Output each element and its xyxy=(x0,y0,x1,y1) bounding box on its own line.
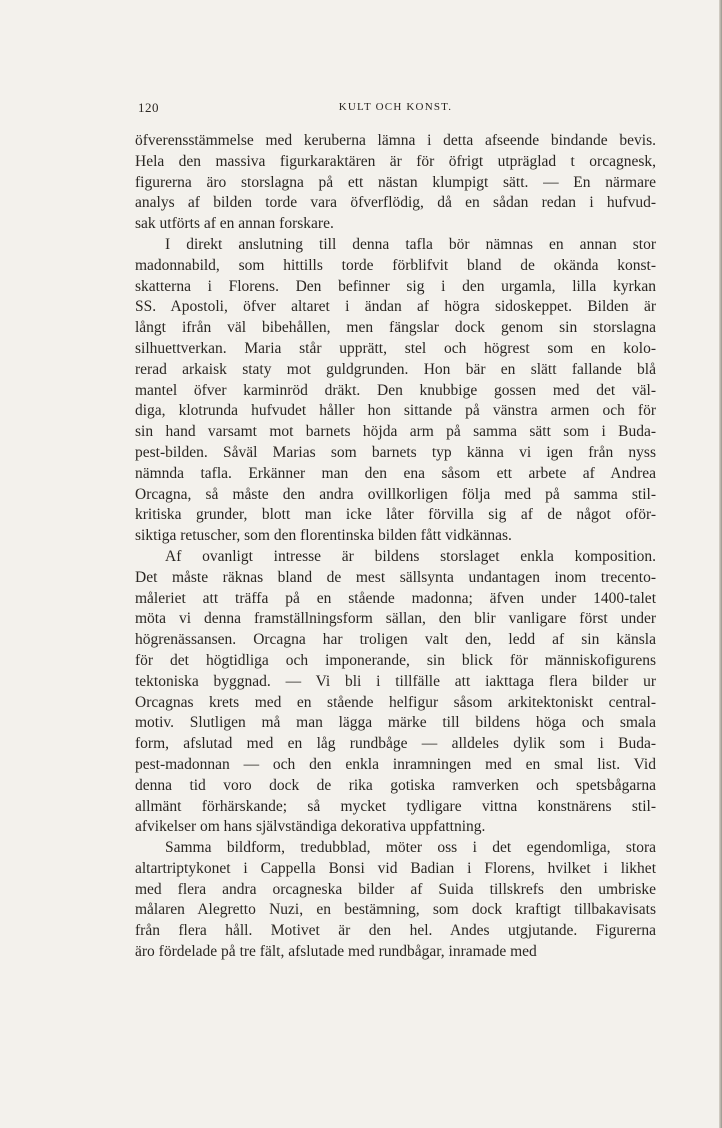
text-line: SS. Apostoli, öfver altaret i ändan af högra sidoskeppet. Bilden är xyxy=(135,298,656,316)
text-line: diga, klotrunda hufvudet håller hon sittande på vänstra armen och för xyxy=(135,402,656,420)
running-head: KULT OCH KONST. xyxy=(338,101,453,113)
text-line: motiv. Slutligen må man lägga märke till bildens höga och smala xyxy=(135,714,656,732)
text-line: nämnda tafla. Erkänner man den ena såsom ett arbete af Andrea xyxy=(135,464,656,482)
text-line: pest-madonnan — och den enkla inramningen med en smal list. Vid xyxy=(135,755,656,773)
text-line: Orcagna, så måste den andra ovillkorligen följa med på samma stil- xyxy=(135,485,656,503)
text-line: tektoniska byggnad. — Vi bli i tillfälle att iakttaga flera bilder ur xyxy=(135,672,656,690)
page-header xyxy=(135,100,656,120)
text-line: från flera håll. Motivet är den hel. Andes utgjutande. Figurerna xyxy=(135,922,656,940)
text-line: mantel öfver karminröd dräkt. Den knubbige gossen med det väl- xyxy=(135,381,656,399)
paragraph xyxy=(135,547,656,838)
text-line: målaren Alegretto Nuzi, en bestämning, som dock kraftigt tillbakavisats xyxy=(135,901,656,919)
text-line: analys af bilden torde vara öfverflödig, då en sådan redan i hufvud- xyxy=(135,194,656,212)
text-line: Det måste räknas bland de mest sällsynta undantagen inom trecento- xyxy=(135,568,656,586)
text-line: altartriptykonet i Cappella Bonsi vid Badian i Florens, hvilket i likhet xyxy=(135,859,656,877)
paragraph xyxy=(135,235,656,547)
text-line: för det högtidliga och imponerande, sin blick för människofigurens xyxy=(135,651,656,669)
text-line: siktiga retuscher, som den florentinska bilden fått vidkännas. xyxy=(135,527,512,545)
text-line: äro fördelade på tre fält, afslutade med rundbågar, inramade med xyxy=(135,943,537,961)
text-line: denna tid voro dock de rika gotiska ramverken och spetsbågarna xyxy=(135,776,656,794)
text-line: med flera andra orcagneska bilder af Suida tillskrefs den umbriske xyxy=(135,880,656,898)
text-line: Hela den massiva figurkaraktären är för öfrigt utpräglad t orcagnesk, xyxy=(135,152,656,170)
text-line: Samma bildform, tredubblad, möter oss i det egendomliga, stora xyxy=(165,839,656,857)
text-line: afvikelser om hans självständiga dekorativa uppfattning. xyxy=(135,818,486,836)
text-line: sak utförts af en annan forskare. xyxy=(135,215,334,233)
text-line: långt ifrån väl bibehållen, men fängslar dock genom sin storslagna xyxy=(135,319,656,337)
body-text xyxy=(135,131,656,963)
text-line: madonnabild, som hittills torde förblifvit bland de okända konst- xyxy=(135,256,656,274)
text-line: pest-bilden. Såväl Marias som barnets typ känna vi igen från nyss xyxy=(135,443,656,461)
text-line: måleriet att träffa på en stående madonna; äfven under 1400-talet xyxy=(135,589,656,607)
text-line: Orcagnas krets med en stående helfigur såsom arkitektoniskt central- xyxy=(135,693,656,711)
text-line: rerad arkaisk staty mot guldgrunden. Hon bär en slätt fallande blå xyxy=(135,360,656,378)
page-number: 120 xyxy=(138,100,159,115)
text-line: figurerna äro storslagna på ett nästan klumpigt sätt. — En närmare xyxy=(135,173,656,191)
text-line: Af ovanligt intresse är bildens storslaget enkla komposition. xyxy=(165,547,656,565)
paragraph xyxy=(135,838,656,963)
text-line: I direkt anslutning till denna tafla bör nämnas en annan stor xyxy=(165,235,656,253)
text-line: öfverensstämmelse med keruberna lämna i detta afseende bindande bevis. xyxy=(135,132,656,149)
text-line: form, afslutad med en låg rundbåge — alldeles dylik som i Buda- xyxy=(135,735,656,753)
paragraph xyxy=(135,131,656,235)
text-line: möta vi denna framställningsform sällan, den blir vanligare först under xyxy=(135,610,656,628)
text-line: allmänt förhärskande; så mycket tydligare vittna konstnärens stil- xyxy=(135,797,656,815)
text-line: sin hand varsamt mot barnets höjda arm på samma sätt som i Buda- xyxy=(135,423,656,441)
text-line: kritiska grunder, blott man icke låter förvilla sig af de något oför- xyxy=(135,506,656,524)
text-line: silhuettverkan. Maria står upprätt, stel och högrest som en kolo- xyxy=(135,339,656,357)
text-line: högrenässansen. Orcagna har troligen valt den, ledd af sin känsla xyxy=(135,631,656,649)
text-line: skatterna i Florens. Den befinner sig i den urgamla, lilla kyrkan xyxy=(135,277,656,295)
